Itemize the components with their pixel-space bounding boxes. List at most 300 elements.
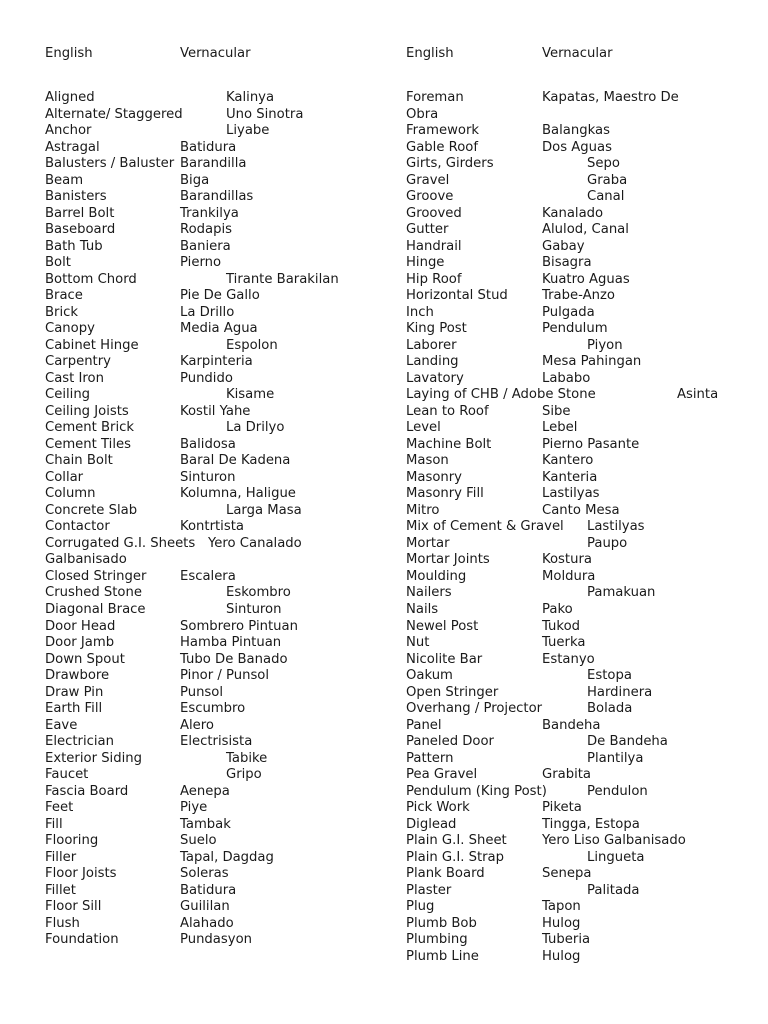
- term-row: [406, 338, 756, 355]
- english-term: Galbanisado: [45, 552, 127, 568]
- english-term: Oakum: [406, 668, 453, 684]
- english-term: Brace: [45, 288, 83, 304]
- vernacular-term: Pinor / Punsol: [180, 668, 270, 684]
- term-row: [45, 899, 385, 916]
- vernacular-term: Hulog: [542, 948, 581, 964]
- english-term: Landing: [406, 354, 459, 370]
- english-term: Anchor: [45, 123, 92, 139]
- english-term: Flush: [45, 915, 80, 931]
- vernacular-term: Lastilyas: [587, 519, 645, 535]
- english-term: Paneled Door: [406, 734, 494, 750]
- vernacular-term: Tabike: [226, 750, 268, 766]
- term-row: [406, 619, 756, 636]
- vernacular-term: Pie De Gallo: [180, 288, 260, 304]
- vernacular-term: Mesa Pahingan: [542, 354, 642, 370]
- vernacular-term: Sepo: [587, 156, 620, 172]
- term-row: [45, 850, 385, 867]
- vernacular-term: Barandillas: [180, 189, 254, 205]
- english-term: Pea Gravel: [406, 767, 478, 783]
- term-row: [45, 916, 385, 933]
- term-row: [406, 90, 756, 107]
- term-row: [45, 321, 385, 338]
- english-term: Pendulum (King Post): [406, 783, 547, 799]
- term-row: [406, 718, 756, 735]
- term-row: [45, 833, 385, 850]
- english-term: Floor Joists: [45, 866, 117, 882]
- english-term: Groove: [406, 189, 454, 205]
- vernacular-term: Pendulum: [542, 321, 608, 337]
- english-term: King Post: [406, 321, 467, 337]
- english-term: Panel: [406, 717, 442, 733]
- vernacular-term: Tambak: [180, 816, 231, 832]
- english-term: Fill: [45, 816, 63, 832]
- term-row: [45, 734, 385, 751]
- term-row: [45, 619, 385, 636]
- vernacular-term: Kolumna, Haligue: [180, 486, 296, 502]
- vernacular-term: Canal: [587, 189, 625, 205]
- vernacular-term: Palitada: [587, 882, 640, 898]
- vernacular-term: Kontrtista: [180, 519, 244, 535]
- term-row: [45, 387, 385, 404]
- vernacular-term: Pulgada: [542, 304, 595, 320]
- vernacular-header: Vernacular: [542, 46, 613, 61]
- english-term: Column: [45, 486, 96, 502]
- vernacular-term: Yero Liso Galbanisado: [542, 833, 686, 849]
- english-header: English: [406, 46, 454, 61]
- english-term: Canopy: [45, 321, 95, 337]
- english-term: Balusters / Baluster: [45, 156, 175, 172]
- english-term: Floor Sill: [45, 899, 102, 915]
- english-term: Plumb Line: [406, 948, 479, 964]
- english-term: Mason: [406, 453, 449, 469]
- english-term: Gravel: [406, 172, 450, 188]
- term-row: [406, 784, 756, 801]
- term-row: [45, 255, 385, 272]
- vernacular-term: Bandeha: [542, 717, 601, 733]
- term-row: [45, 883, 385, 900]
- english-term: Nails: [406, 601, 439, 617]
- english-term: Exterior Siding: [45, 750, 142, 766]
- vernacular-term: Hulog: [542, 915, 581, 931]
- term-row: [45, 668, 385, 685]
- vernacular-term: Gripo: [226, 767, 262, 783]
- term-row: [45, 222, 385, 239]
- right-term-list: [406, 90, 756, 965]
- vernacular-term: Pierno: [180, 255, 222, 271]
- term-row: [45, 701, 385, 718]
- term-row: [406, 420, 756, 437]
- english-term: Hip Roof: [406, 271, 462, 287]
- term-row: [45, 288, 385, 305]
- english-term: Nut: [406, 635, 430, 651]
- term-row: [406, 156, 756, 173]
- term-row: [45, 486, 385, 503]
- term-row: [406, 354, 756, 371]
- english-term: Filler: [45, 849, 77, 865]
- english-term: Closed Stringer: [45, 568, 147, 584]
- english-term: Bath Tub: [45, 238, 103, 254]
- vernacular-term: Liyabe: [226, 123, 270, 139]
- english-term: Diglead: [406, 816, 457, 832]
- english-term: Gutter: [406, 222, 449, 238]
- term-row: [406, 916, 756, 933]
- english-term: Earth Fill: [45, 701, 103, 717]
- english-term: Plank Board: [406, 866, 485, 882]
- english-term: Draw Pin: [45, 684, 104, 700]
- term-row: [406, 602, 756, 619]
- english-term: Fillet: [45, 882, 76, 898]
- vernacular-term: Suelo: [180, 833, 217, 849]
- english-term: Crushed Stone: [45, 585, 142, 601]
- english-term: Mitro: [406, 502, 440, 518]
- english-term: Lean to Roof: [406, 403, 489, 419]
- english-term: Mortar Joints: [406, 552, 490, 568]
- vernacular-term: Sombrero Pintuan: [180, 618, 298, 634]
- english-term: Plain G.I. Sheet: [406, 833, 507, 849]
- term-row: [406, 453, 756, 470]
- vernacular-term: Tirante Barakilan: [226, 271, 339, 287]
- term-row: [406, 255, 756, 272]
- vernacular-term: Hardinera: [587, 684, 653, 700]
- vernacular-term: Estanyo: [542, 651, 595, 667]
- term-row: [45, 932, 385, 949]
- term-row: [45, 140, 385, 157]
- english-term: Cast Iron: [45, 370, 104, 386]
- english-term: Cement Brick: [45, 420, 135, 436]
- left-term-list: [45, 90, 385, 949]
- term-row: [406, 866, 756, 883]
- english-term: Cement Tiles: [45, 436, 131, 452]
- english-term: Handrail: [406, 238, 462, 254]
- vernacular-term: Sinturon: [226, 601, 282, 617]
- term-row: [45, 420, 385, 437]
- term-row: [45, 453, 385, 470]
- vernacular-term: Pendulon: [587, 783, 648, 799]
- vernacular-term: Hamba Pintuan: [180, 635, 282, 651]
- vernacular-term: Estopa: [587, 668, 632, 684]
- right-column-header: [406, 44, 756, 64]
- english-term: Diagonal Brace: [45, 601, 146, 617]
- term-row: [406, 685, 756, 702]
- term-row: [45, 569, 385, 586]
- vernacular-term: Alulod, Canal: [542, 222, 629, 238]
- english-term: Eave: [45, 717, 78, 733]
- term-row: [406, 305, 756, 322]
- english-term: Framework: [406, 123, 480, 139]
- term-row: [406, 635, 756, 652]
- left-column: [45, 44, 385, 949]
- left-column-header: [45, 44, 385, 64]
- vernacular-term: Baniera: [180, 238, 231, 254]
- vernacular-term: Espolon: [226, 337, 278, 353]
- english-term: Brick: [45, 304, 79, 320]
- english-term: Plumbing: [406, 932, 468, 948]
- term-row: [406, 552, 756, 569]
- vernacular-term: Bisagra: [542, 255, 592, 271]
- term-row: [45, 371, 385, 388]
- vernacular-term: Piketa: [542, 800, 582, 816]
- english-term: Machine Bolt: [406, 436, 492, 452]
- english-term: Aligned: [45, 90, 95, 105]
- vernacular-term: Kisame: [226, 387, 275, 403]
- vernacular-term: Tapal, Dagdag: [180, 849, 274, 865]
- english-term: Hinge: [406, 255, 445, 271]
- english-term: Electrician: [45, 734, 114, 750]
- english-term: Door Head: [45, 618, 116, 634]
- english-term: Bottom Chord: [45, 271, 137, 287]
- term-row: [45, 503, 385, 520]
- term-row: [45, 784, 385, 801]
- term-row: [45, 470, 385, 487]
- english-term: Astragal: [45, 139, 100, 155]
- english-term: Ceiling Joists: [45, 403, 129, 419]
- vernacular-term: Pundasyon: [180, 932, 252, 948]
- vernacular-term: Batidura: [180, 882, 237, 898]
- english-term: Gable Roof: [406, 139, 478, 155]
- term-row: [406, 883, 756, 900]
- vernacular-term: Piye: [180, 800, 208, 816]
- term-row: [45, 751, 385, 768]
- vernacular-term: Kostura: [542, 552, 592, 568]
- vernacular-term: Graba: [587, 172, 628, 188]
- vernacular-term: Plantilya: [587, 750, 644, 766]
- english-term: Pattern: [406, 750, 454, 766]
- vernacular-term: Barandilla: [180, 156, 247, 172]
- english-term: Newel Post: [406, 618, 479, 634]
- vernacular-term: Paupo: [587, 535, 628, 551]
- english-term: Feet: [45, 800, 74, 816]
- term-row: [406, 321, 756, 338]
- term-row: [406, 371, 756, 388]
- term-row: [45, 552, 385, 569]
- english-term: Mix of Cement & Gravel: [406, 519, 564, 535]
- english-term: Horizontal Stud: [406, 288, 508, 304]
- english-term: Cabinet Hinge: [45, 337, 139, 353]
- vernacular-term: Punsol: [180, 684, 224, 700]
- english-term: Ceiling: [45, 387, 91, 403]
- term-row: [45, 767, 385, 784]
- vernacular-term: Tubo De Banado: [180, 651, 288, 667]
- term-row: [406, 272, 756, 289]
- english-term: Drawbore: [45, 668, 110, 684]
- term-row: [406, 751, 756, 768]
- vernacular-term: Tuerka: [542, 635, 586, 651]
- term-row: [45, 354, 385, 371]
- term-row: [406, 503, 756, 520]
- term-row: [406, 652, 756, 669]
- term-row: [45, 404, 385, 421]
- english-term: Girts, Girders: [406, 156, 494, 172]
- english-term: Level: [406, 420, 441, 436]
- vernacular-term: Pamakuan: [587, 585, 656, 601]
- english-term: Moulding: [406, 568, 467, 584]
- term-row: [406, 949, 756, 966]
- vernacular-term: Bolada: [587, 701, 633, 717]
- term-row: [45, 437, 385, 454]
- vernacular-term: Alero: [180, 717, 214, 733]
- term-row: [406, 932, 756, 949]
- term-row: [45, 635, 385, 652]
- english-term: Plain G.I. Strap: [406, 849, 505, 865]
- vernacular-term: Escumbro: [180, 701, 246, 717]
- english-term: Mortar: [406, 535, 450, 551]
- vernacular-term: Soleras: [180, 866, 229, 882]
- vernacular-term: Karpinteria: [180, 354, 253, 370]
- english-term: Alternate/ Staggered: [45, 106, 183, 122]
- vernacular-term: Escalera: [180, 568, 236, 584]
- term-row: [406, 767, 756, 784]
- term-row: [406, 404, 756, 421]
- term-row: [45, 718, 385, 735]
- english-term: Carpentry: [45, 354, 111, 370]
- vernacular-term: Baral De Kadena: [180, 453, 291, 469]
- term-row: [45, 585, 385, 602]
- vernacular-term: Moldura: [542, 568, 596, 584]
- term-row: [406, 437, 756, 454]
- vernacular-term: Lingueta: [587, 849, 645, 865]
- vernacular-term: Batidura: [180, 139, 237, 155]
- english-term: Plaster: [406, 882, 452, 898]
- english-term: Laborer: [406, 337, 457, 353]
- vernacular-term: Yero Canalado: [208, 535, 302, 551]
- term-row: [406, 288, 756, 305]
- term-row: [406, 800, 756, 817]
- vernacular-term: Aenepa: [180, 783, 230, 799]
- vernacular-term: Sibe: [542, 403, 571, 419]
- right-column: [406, 44, 756, 965]
- english-header: English: [45, 46, 93, 61]
- vernacular-term: Sinturon: [180, 469, 236, 485]
- term-row: [45, 90, 385, 107]
- term-row: [406, 734, 756, 751]
- vernacular-term: Kapatas, Maestro De: [542, 90, 679, 105]
- term-row: [406, 850, 756, 867]
- english-term: Fascia Board: [45, 783, 129, 799]
- english-term: Pick Work: [406, 800, 470, 816]
- term-row: [406, 701, 756, 718]
- english-term: Foreman: [406, 90, 464, 105]
- vernacular-term: Guililan: [180, 899, 230, 915]
- term-row: [45, 602, 385, 619]
- term-row: [406, 107, 756, 124]
- term-row: [45, 107, 385, 124]
- english-term: Barrel Bolt: [45, 205, 115, 221]
- vernacular-term: Piyon: [587, 337, 623, 353]
- term-row: [45, 800, 385, 817]
- english-term: Chain Bolt: [45, 453, 113, 469]
- vernacular-term: Rodapis: [180, 222, 232, 238]
- term-row: [406, 899, 756, 916]
- vernacular-term: Lastilyas: [542, 486, 600, 502]
- english-term: Open Stringer: [406, 684, 499, 700]
- vernacular-term: Tukod: [542, 618, 581, 634]
- vernacular-term: Canto Mesa: [542, 502, 620, 518]
- term-row: [406, 470, 756, 487]
- term-row: [45, 652, 385, 669]
- vernacular-term: Tapon: [542, 899, 581, 915]
- term-row: [45, 189, 385, 206]
- vernacular-term: Gabay: [542, 238, 585, 254]
- vernacular-term: Eskombro: [226, 585, 291, 601]
- english-term: Grooved: [406, 205, 462, 221]
- vernacular-term: Lababo: [542, 370, 591, 386]
- term-row: [406, 817, 756, 834]
- vernacular-term: Balidosa: [180, 436, 236, 452]
- vernacular-term: Tingga, Estopa: [542, 816, 640, 832]
- vernacular-term: Pako: [542, 601, 573, 617]
- term-row: [406, 536, 756, 553]
- term-row: [45, 173, 385, 190]
- vernacular-term: La Drillo: [180, 304, 235, 320]
- term-row: [406, 519, 756, 536]
- vernacular-term: De Bandeha: [587, 734, 668, 750]
- english-term: Baseboard: [45, 222, 116, 238]
- vernacular-term: Grabita: [542, 767, 592, 783]
- term-row: [45, 685, 385, 702]
- term-row: [45, 866, 385, 883]
- term-row: [406, 189, 756, 206]
- english-term: Down Spout: [45, 651, 125, 667]
- english-term: Nicolite Bar: [406, 651, 483, 667]
- term-row: [45, 519, 385, 536]
- vernacular-term: Balangkas: [542, 123, 610, 139]
- english-term: Foundation: [45, 932, 119, 948]
- term-row: [406, 173, 756, 190]
- english-term: Lavatory: [406, 370, 464, 386]
- vernacular-term: Tuberia: [542, 932, 591, 948]
- term-row: [45, 272, 385, 289]
- vernacular-term: Uno Sinotra: [226, 106, 304, 122]
- vernacular-term: Trabe-Anzo: [542, 288, 615, 304]
- vernacular-term: Asinta: [677, 387, 719, 403]
- term-row: [406, 585, 756, 602]
- term-row: [406, 140, 756, 157]
- english-term: Masonry Fill: [406, 486, 484, 502]
- english-term: Door Jamb: [45, 635, 115, 651]
- english-term: Obra: [406, 106, 439, 122]
- english-term: Faucet: [45, 767, 89, 783]
- term-row: [406, 206, 756, 223]
- english-term: Overhang / Projector: [406, 701, 543, 717]
- vernacular-term: Dos Aguas: [542, 139, 612, 155]
- english-term: Plug: [406, 899, 435, 915]
- term-row: [45, 239, 385, 256]
- vernacular-term: Biga: [180, 172, 210, 188]
- term-row: [45, 536, 385, 553]
- english-term: Banisters: [45, 189, 107, 205]
- english-term: Contactor: [45, 519, 110, 535]
- term-row: [406, 668, 756, 685]
- vernacular-term: Kuatro Aguas: [542, 271, 630, 287]
- vernacular-term: Electrisista: [180, 734, 253, 750]
- vernacular-term: Kanteria: [542, 469, 598, 485]
- vernacular-term: Media Agua: [180, 321, 258, 337]
- vernacular-term: Kanalado: [542, 205, 604, 221]
- vernacular-term: Larga Masa: [226, 502, 302, 518]
- english-term: Inch: [406, 304, 434, 320]
- vernacular-term: Kalinya: [226, 90, 275, 105]
- term-row: [45, 338, 385, 355]
- term-row: [45, 206, 385, 223]
- english-term: Corrugated G.I. Sheets: [45, 535, 196, 551]
- term-row: [406, 239, 756, 256]
- english-term: Laying of CHB / Adobe Stone: [406, 387, 596, 403]
- term-row: [45, 123, 385, 140]
- english-term: Nailers: [406, 585, 452, 601]
- vernacular-term: Lebel: [542, 420, 578, 436]
- term-row: [406, 222, 756, 239]
- term-row: [45, 817, 385, 834]
